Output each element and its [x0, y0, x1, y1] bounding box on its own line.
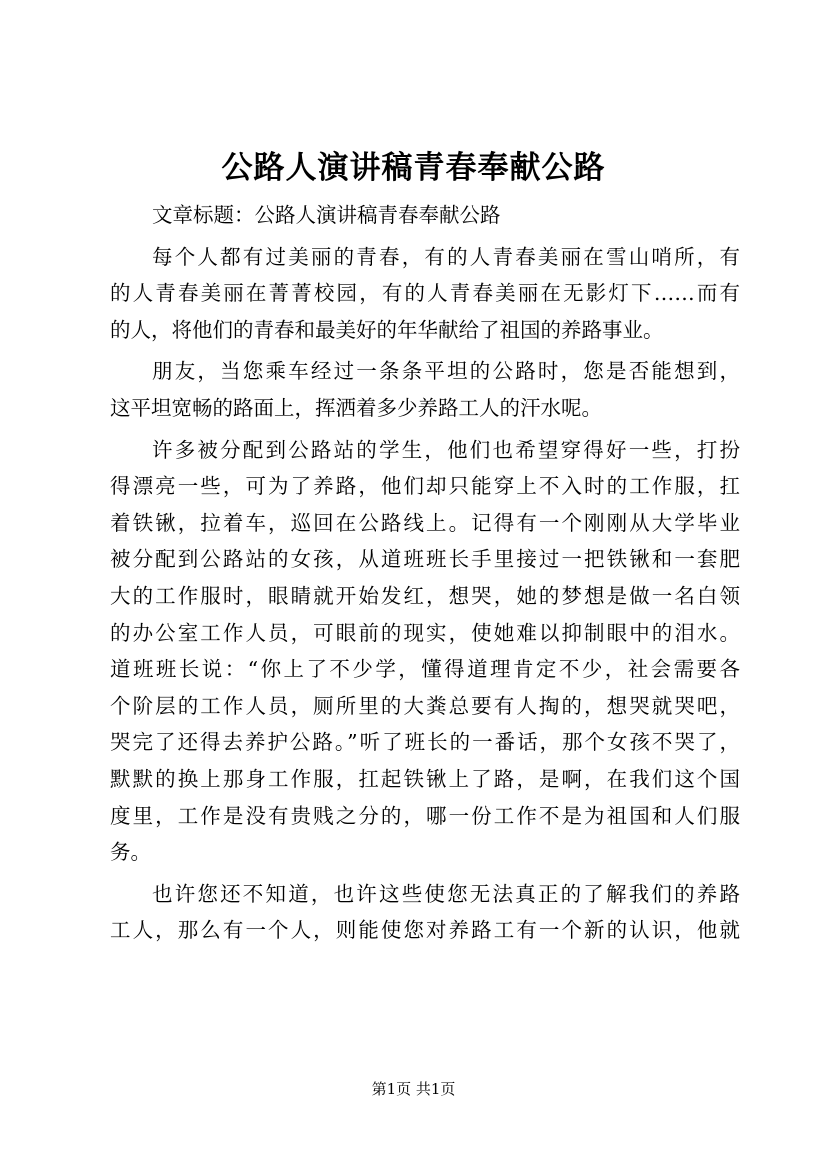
text-line: 得漂亮一些，可为了养路，他们却只能穿上不入时的工作服，扛 [110, 474, 740, 499]
text-line: 个阶层的工作人员，厕所里的大粪总要有人掏的，想哭就哭吧， [110, 693, 740, 718]
text-line: 工人，那么有一个人，则能使您对养路工有一个新的认识，他就 [110, 918, 740, 943]
text-line: 默默的换上那身工作服，扛起铁锹上了路，是啊，在我们这个国 [110, 766, 740, 791]
document-title: 公路人演讲稿青春奉献公路 [221, 150, 606, 186]
paragraph [110, 432, 740, 871]
text-line: 务。 [110, 840, 151, 865]
paragraph [110, 239, 740, 349]
text-line: 的办公室工作人员，可眼前的现实，使她难以抑制眼中的泪水。 [110, 620, 740, 645]
text-line: 许多被分配到公路站的学生，他们也希望穿得好一些，打扮 [152, 437, 740, 462]
text-line: 度里，工作是没有贵贱之分的，哪一份工作不是为祖国和人们服 [110, 803, 740, 828]
text-line: 文章标题：公路人演讲稿青春奉献公路 [152, 203, 501, 227]
text-line: 大的工作服时，眼睛就开始发红，想哭，她的梦想是做一名白领 [110, 583, 740, 608]
document-body [110, 197, 740, 949]
paragraph [110, 876, 740, 949]
text-line: 被分配到公路站的女孩，从道班班长手里接过一把铁锹和一套肥 [110, 547, 740, 572]
text-line: 道班班长说：“你上了不少学，懂得道理肯定不少，社会需要各 [110, 657, 740, 682]
paragraph [110, 197, 740, 234]
text-line: 朋友，当您乘车经过一条条平坦的公路时，您是否能想到， [152, 359, 740, 384]
text-line: 着铁锹，拉着车，巡回在公路线上。记得有一个刚刚从大学毕业 [110, 510, 740, 535]
paragraph [110, 353, 740, 426]
text-line: 哭完了还得去养护公路。”听了班长的一番话，那个女孩不哭了， [110, 730, 740, 755]
text-line: 这平坦宽畅的路面上，挥洒着多少养路工人的汗水呢。 [110, 395, 602, 420]
text-line: 的人，将他们的青春和最美好的年华献给了祖国的养路事业。 [110, 317, 664, 342]
text-line: 的人青春美丽在菁菁校园，有的人青春美丽在无影灯下……而有 [110, 281, 740, 306]
page-footer: 第1页 共1页 [371, 1080, 456, 1098]
text-line: 也许您还不知道，也许这些使您无法真正的了解我们的养路 [152, 881, 740, 906]
text-line: 每个人都有过美丽的青春，有的人青春美丽在雪山哨所，有 [152, 244, 740, 269]
